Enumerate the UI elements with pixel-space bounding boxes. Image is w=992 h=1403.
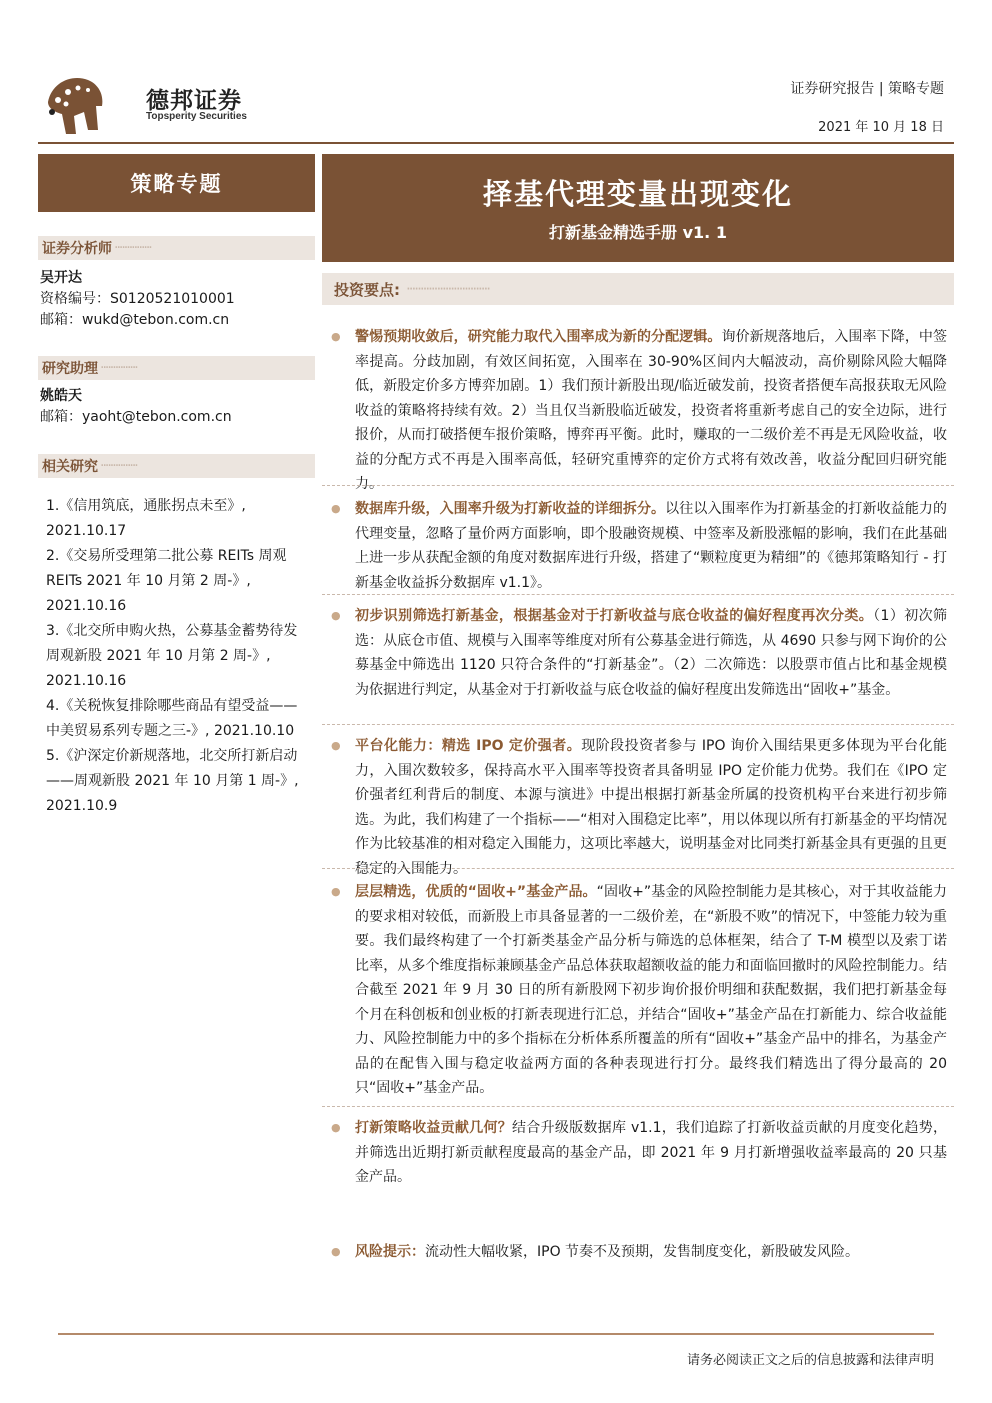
bullet-icon: ● [331,330,341,343]
divider [322,1106,954,1107]
related-item[interactable]: 5.《沪深定价新规落地，北交所打新启动——周观新股 2021 年 10 月第 1 周-》, 2021.10.9 [46,748,299,814]
assistant-name: 姚皓天 [40,388,82,404]
key-points-label: 投资要点: [334,280,400,299]
related-research-list [46,494,308,819]
heading-dots: ······························ [406,280,490,298]
company-logo-icon [44,72,106,138]
heading-dots: ··············· [100,458,137,474]
report-subtitle: 打新基金精选手册 v1. 1 [549,223,727,242]
key-point-text: 现阶段投资者参与 IPO 询价入围结果更多体现为平台化能力，入围次数较多，保持高水平入围率等投资者具备明显 IPO 定价能力优势。我们在《IPO 定价强者红利背后的制度、本源与演进》中提出根据打新基金所属的投资机构平台来进行初步筛选。为此，我们构建了一个指标——“相对入围稳定比率”，用以体现以所有打新基金的平均情况作为比较基准的相对稳定入围能力，这项比率越大，说明基金对比同类打新基金具有更强的且更稳定的入围能力。 [355,738,947,877]
key-point [331,325,947,497]
assistant-heading-label: 研究助理 [42,361,98,377]
related-heading-label: 相关研究 [42,459,98,475]
key-point [331,880,947,1101]
divider [322,868,954,869]
risk-text: 流动性大幅收紧，IPO 节奏不及预期，发售制度变化，新股破发风险。 [425,1244,860,1260]
key-point-lead: 打新策略收益贡献几何？ [355,1120,513,1136]
key-point [331,604,947,702]
key-point-lead: 平台化能力：精选 IPO 定价强者。 [355,738,582,754]
footer-rule [58,1333,934,1335]
heading-dots: ··············· [100,360,137,376]
risk-lead: 风险提示： [355,1244,425,1260]
report-category-banner: 策略专题 [38,154,315,212]
report-type: 证券研究报告 | 策略专题 [790,81,944,97]
key-point-lead: 层层精选，优质的“固收+”基金产品。 [355,884,597,900]
key-point [331,497,947,595]
related-section-heading [38,454,315,478]
disclaimer-notice[interactable]: 请务必阅读正文之后的信息披露和法律声明 [686,1353,934,1368]
key-point-lead: 初步识别筛选打新基金，根据基金对于打新收益与底仓收益的偏好程度再次分类。 [355,608,874,624]
key-point-lead: 警惕预期收敛后，研究能力取代入围率成为新的分配逻辑。 [355,329,722,345]
bullet-icon: ● [331,1121,341,1134]
key-point-text: 结合升级版数据库 v1.1，我们追踪了打新收益贡献的月度变化趋势，并筛选出近期打新贡献程度最高的基金产品，即 2021 年 9 月打新增强收益率最高的 20 只基金产品。 [355,1120,948,1185]
key-point-lead: 数据库升级，入围率升级为打新收益的详细拆分。 [355,501,666,517]
bullet-icon: ● [331,739,341,752]
bullet-icon: ● [331,609,341,622]
divider [322,594,954,595]
bullet-icon: ● [331,502,341,515]
divider [322,485,954,486]
key-points-heading [322,273,954,305]
bullet-icon: ● [331,885,341,898]
key-point-text: “固收+”基金的风险控制能力是其核心，对于其收益能力的要求相对较低，而新股上市具备显著的一二级价差，在“新股不败”的情况下，中签能力较为重要。我们最终构建了一个打新类基金产品分析与筛选的总体框架，结合了 T-M 模型以及索丁诺比率，从多个维度指标兼顾基金产品总体获取超额收益的能力和面临回撤时的风险控制能力。结合截至 2021 年 9 月 30 日的所有新股网下初步询价报价明细和获配数据，我们把打新基金每个月在科创板和创业板的打新表现进行汇总，并结合“固收+”基金产品在打新能力、综合收益能力、风险控制能力中的多个指标在分析体系所覆盖的所有“固收+”基金产品中的排名，为基金产品的在配售入围与稳定收益两方面的各种表现进行打分。最终我们精选出了得分最高的 20 只“固收+”基金产品。 [355,884,947,1096]
analyst-section-heading [38,236,315,260]
logo-text-cn: 德邦证券 [146,88,242,114]
related-item[interactable]: 4.《关税恢复排除哪些商品有望受益——中美贸易系列专题之三-》, 2021.10.10 [46,698,298,739]
related-item[interactable]: 3.《北交所申购火热，公募基金蓄势待发周观新股 2021 年 10 月第 2 周-》, 2021.10.16 [46,623,298,689]
key-point [331,734,947,881]
analyst-email[interactable]: 邮箱：wukd@tebon.com.cn [40,312,230,328]
assistant-info [40,386,312,428]
analyst-name: 吴开达 [40,270,82,286]
header-rule [38,142,954,144]
title-band [322,154,954,262]
bullet-icon: ● [331,1245,341,1258]
report-title: 择基代理变量出现变化 [482,177,793,211]
assistant-section-heading [38,356,315,380]
risk-warning [331,1240,947,1265]
heading-dots: ··············· [114,240,151,256]
key-point-text: 询价新规落地后，入围率下降，中签率提高。分歧加剧，有效区间拓宽，入围率在 30-90%区间内大幅波动，高价剔除风险大幅降低，新股定价多方博弈加剧。1）我们预计新股出现/临近破发前，投资者搭便车高报获取无风险收益的策略将持续有效。2）当且仅当新股临近破发，投资者将重新考虑自己的安全边际，进行报价，从而打破搭便车报价策略，博弈再平衡。此时，赚取的一二级价差不再是无风险收益，收益的分配方式不再是入围率高低，轻研究重博弈的定价方式将有效改善，收益分配回归研究能力。 [355,329,948,492]
report-date: 2021 年 10 月 18 日 [818,120,944,135]
analyst-cert: 资格编号：S0120521010001 [40,291,235,307]
assistant-email[interactable]: 邮箱：yaoht@tebon.com.cn [40,409,232,425]
divider [322,724,954,725]
key-point-text: 以往以入围率作为打新基金的打新收益能力的代理变量，忽略了量价两方面影响，即个股融资规模、中签率及新股涨幅的影响，我们在此基础上进一步从获配金额的角度对数据库进行升级，搭建了“颗粒度更为精细”的《德邦策略知行 - 打新基金收益拆分数据库 v1.1》。 [355,501,948,591]
related-item[interactable]: 2.《交易所受理第二批公募 REITs 周观 REITs 2021 年 10 月第 2 周-》, 2021.10.16 [46,548,287,614]
analyst-info [40,268,312,331]
related-item[interactable]: 1.《信用筑底，通胀拐点未至》, 2021.10.17 [46,498,246,539]
key-point [331,1116,947,1190]
key-point-text: （1）初次筛选：从底仓市值、规模与入围率等维度对所有公募基金进行筛选，从 4690 只参与网下询价的公募基金中筛选出 1120 只符合条件的“打新基金”。（2）二次筛选：以股票市值占比和基金规模为依据进行判定，从基金对于打新收益与底仓收益的偏好程度出发筛选出“固收+”基金。 [355,608,947,698]
logo-text-en: Topsperity Securities [146,111,247,122]
analyst-heading-label: 证券分析师 [42,241,112,257]
